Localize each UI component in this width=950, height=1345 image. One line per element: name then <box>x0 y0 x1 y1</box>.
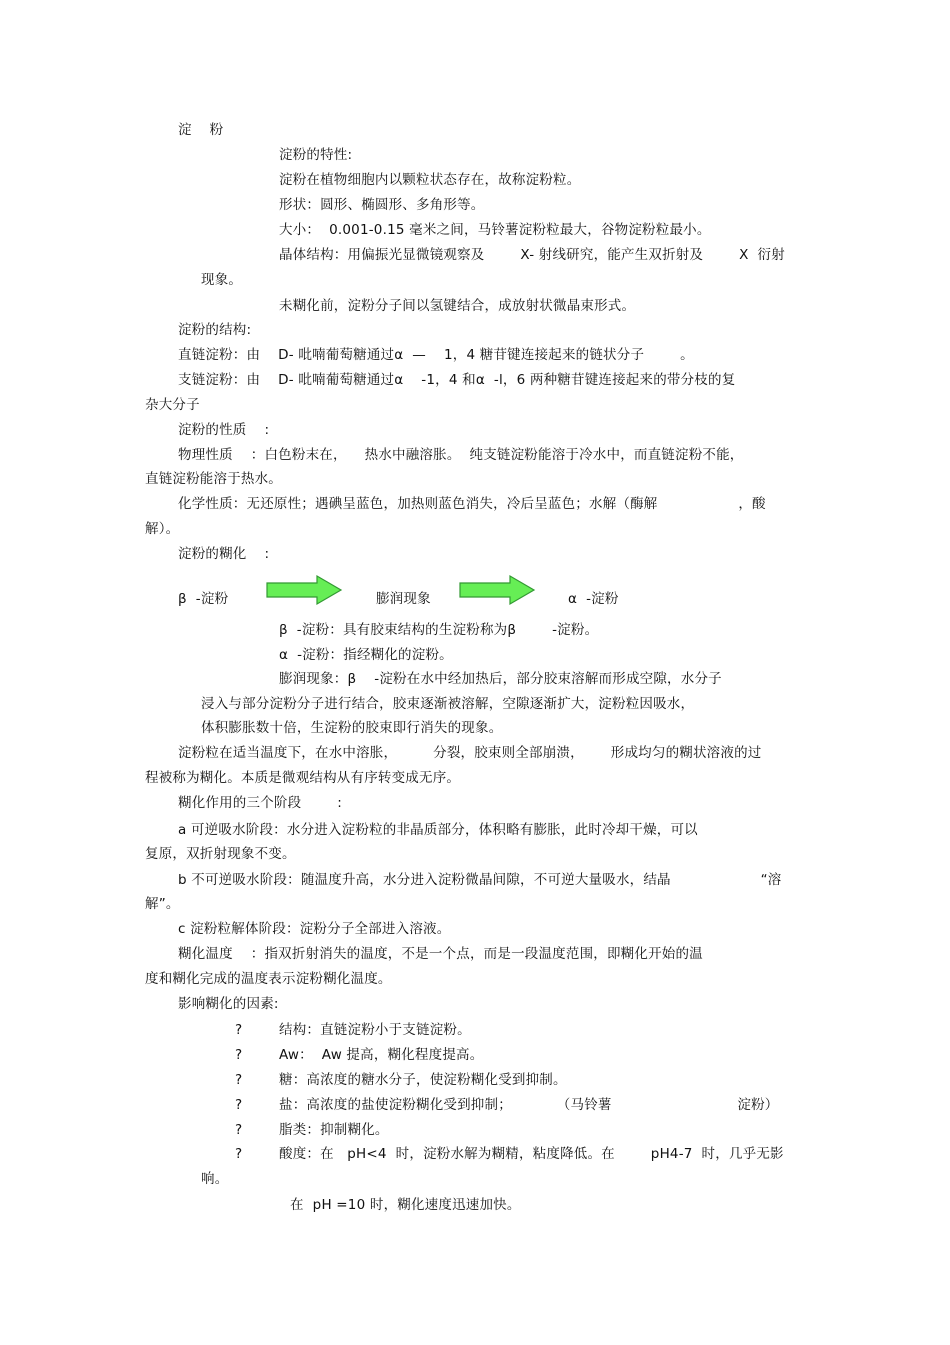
flow-alpha-starch: α -淀粉 <box>568 591 619 607</box>
gelatinization-swelling-line1: 膨润现象：β -淀粉在水中经加热后，部分胶束溶解而形成空隙，水分子 <box>279 671 722 687</box>
properties-bonding: 未糊化前，淀粉分子间以氢键结合，成放射状微晶束形式。 <box>279 298 636 314</box>
stage-a-line2: 复原，双折射现象不变。 <box>145 846 296 862</box>
factors-heading: 影响糊化的因素: <box>178 996 279 1012</box>
gelatinization-definition-line2: 程被称为糊化。本质是微观结构从有序转变成无序。 <box>145 770 461 786</box>
structure-heading: 淀粉的结构: <box>178 322 252 338</box>
gelatinization-definition-line1: 淀粉粒在适当温度下，在水中溶胀， 分裂，胶束则全部崩溃， 形成均匀的糊状溶液的过 <box>178 745 762 761</box>
gelatinization-temperature-line2: 度和糊化完成的温度表示淀粉糊化温度。 <box>145 971 392 987</box>
nature-physical-line1: 物理性质 ：白色粉末在， 热水中融溶胀。 纯支链淀粉能溶于冷水中，而直链淀粉不能， <box>178 447 744 463</box>
flow-arrow-right-icon <box>458 574 536 606</box>
gelatinization-beta-definition: β -淀粉：具有胶束结构的生淀粉称为β -淀粉。 <box>279 622 599 638</box>
flow-arrow-right-icon <box>265 574 343 606</box>
properties-crystal-line1: 晶体结构：用偏振光显微镜观察及 X- 射线研究，能产生双折射及 X 衍射 <box>279 247 785 263</box>
nature-chemical-line1: 化学性质：无还原性；遇碘呈蓝色，加热则蓝色消失，冷后呈蓝色；水解（酶解 ，酸 <box>178 496 766 512</box>
properties-heading: 淀粉的特性: <box>279 147 353 163</box>
factor-acidity-continued: 响。 <box>201 1171 229 1187</box>
properties-size: 大小： 0.001-0.15 毫米之间，马铃薯淀粉粒最大，谷物淀粉粒最小。 <box>279 222 711 238</box>
factor-bullet: ? <box>235 1072 243 1088</box>
factor-lipid: 脂类：抑制糊化。 <box>279 1122 389 1138</box>
nature-physical-line2: 直链淀粉能溶于热水。 <box>145 471 282 487</box>
gelatinization-heading: 淀粉的糊化 : <box>178 546 270 562</box>
stage-b-line2: 解”。 <box>145 896 180 912</box>
factor-bullet: ? <box>235 1022 243 1038</box>
structure-amylopectin-line2: 杂大分子 <box>145 397 200 413</box>
factor-aw: Aw： Aw 提高，糊化程度提高。 <box>279 1047 484 1063</box>
structure-amylose: 直链淀粉：由 D- 吡喃葡萄糖通过α — 1，4 糖苷键连接起来的链状分子 。 <box>178 347 694 363</box>
gelatinization-alpha-definition: α -淀粉：指经糊化的淀粉。 <box>279 647 453 663</box>
flow-beta-starch: β -淀粉 <box>178 591 229 607</box>
properties-crystal-line2: 现象。 <box>201 272 243 288</box>
factor-acidity: 酸度：在 pH<4 时，淀粉水解为糊精，粘度降低。在 pH4-7 时，几乎无影 <box>279 1146 784 1162</box>
page-title: 淀 粉 <box>178 122 224 138</box>
factor-bullet: ? <box>235 1122 243 1138</box>
factor-bullet: ? <box>235 1146 243 1162</box>
stages-heading: 糊化作用的三个阶段 : <box>178 795 342 811</box>
gelatinization-swelling-line3: 体积膨胀数十倍，生淀粉的胶束即行消失的现象。 <box>201 720 503 736</box>
stage-c: c 淀粉粒解体阶段：淀粉分子全部进入溶液。 <box>178 921 451 937</box>
stage-a-line1: a 可逆吸水阶段：水分进入淀粉粒的非晶质部分，体积略有膨胀，此时冷却干燥，可以 <box>178 822 698 838</box>
stage-b-line1: b 不可逆吸水阶段：随温度升高，水分进入淀粉微晶间隙，不可逆大量吸水，结晶 “溶 <box>178 872 782 888</box>
factor-bullet: ? <box>235 1047 243 1063</box>
properties-shape: 形状：圆形、椭圆形、多角形等。 <box>279 197 485 213</box>
properties-granule: 淀粉在植物细胞内以颗粒状态存在，故称淀粉粒。 <box>279 172 581 188</box>
gelatinization-swelling-line2: 浸入与部分淀粉分子进行结合，胶束逐渐被溶解，空隙逐渐扩大，淀粉粒因吸水， <box>201 696 695 712</box>
factor-structure: 结构：直链淀粉小于支链淀粉。 <box>279 1022 471 1038</box>
factor-salt: 盐：高浓度的盐使淀粉糊化受到抑制； （马铃薯 淀粉） <box>279 1097 779 1113</box>
nature-heading: 淀粉的性质 : <box>178 422 270 438</box>
gelatinization-temperature-line1: 糊化温度 ：指双折射消失的温度，不是一个点，而是一段温度范围，即糊化开始的温 <box>178 946 703 962</box>
flow-swelling: 膨润现象 <box>376 591 431 607</box>
factor-bullet: ? <box>235 1097 243 1113</box>
factor-ph10: 在 pH =10 时，糊化速度迅速加快。 <box>290 1197 521 1213</box>
structure-amylopectin-line1: 支链淀粉：由 D- 吡喃葡萄糖通过α -1，4 和α -l，6 两种糖苷键连接起来的带分枝的复 <box>178 372 736 388</box>
nature-chemical-line2: 解）。 <box>145 521 180 537</box>
factor-sugar: 糖：高浓度的糖水分子，使淀粉糊化受到抑制。 <box>279 1072 567 1088</box>
